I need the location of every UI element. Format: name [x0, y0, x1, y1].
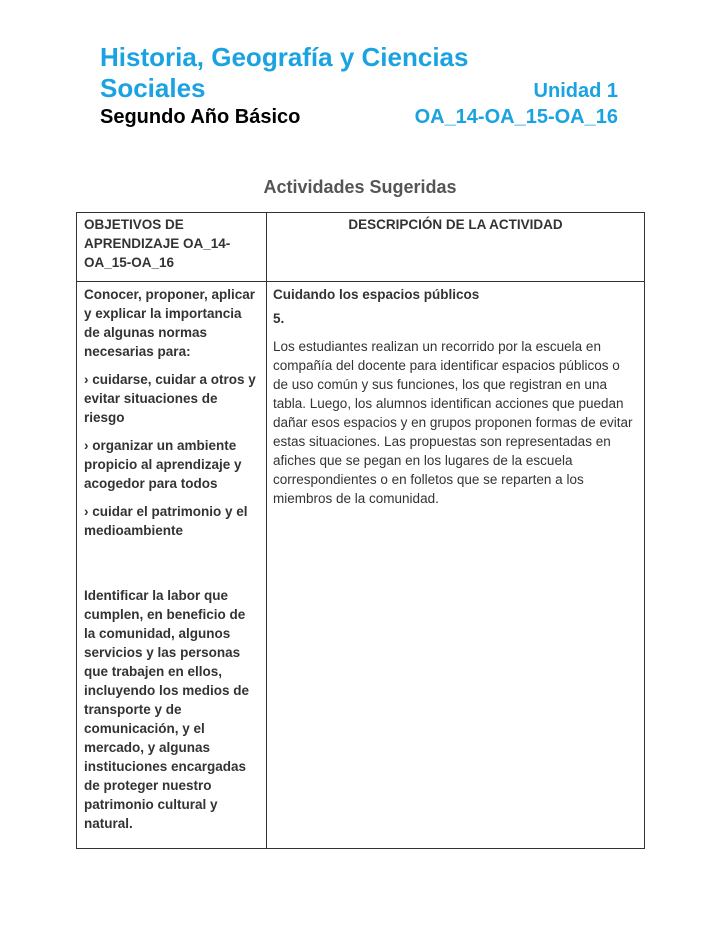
- activity-title: Cuidando los espacios públicos: [273, 287, 480, 302]
- grade-row: [100, 106, 618, 129]
- subject-unit-row: [100, 73, 618, 104]
- objective-item: › cuidar el patrimonio y el medioambiente: [84, 504, 248, 538]
- subject-title-line1: Historia, Geografía y Ciencias: [100, 42, 469, 72]
- table-header-row: [77, 213, 645, 282]
- activity-description: Los estudiantes realizan un recorrido por la escuela en compañía del docente para identificar espacios públicos o de uso común y sus funciones, los que registran en una tabla. Luego, los alumnos identifican acciones que puedan dañar esos espacios y en grupos proponen formas de evitar estas situaciones. Las propuestas son representadas en afiches que se pegan en los lugares de la escuela correspondientes o en folletos que se reparten a los miembros de la comunidad.: [273, 339, 633, 506]
- activity-table: [76, 212, 645, 849]
- objectives-cell: [77, 282, 267, 849]
- oa-code-label: OA_14-OA_15-OA_16: [414, 106, 618, 128]
- subject-title-line2: Sociales: [100, 73, 206, 103]
- activity-number: 5.: [273, 311, 285, 326]
- activity-cell: [267, 282, 645, 849]
- objective-second: Identificar la labor que cumplen, en beneficio de la comunidad, algunos servicios y las personas que trabajen en ellos, incluyendo los medios de transporte y de comunicación, y el mercado, y algunas instituciones encargadas de proteger nuestro patrimonio cultural y natural.: [84, 588, 250, 831]
- objective-intro: Conocer, proponer, aplicar y explicar la importancia de algunas normas necesarias para:: [84, 287, 256, 359]
- grade-label: Segundo Año Básico: [100, 106, 301, 128]
- objective-item: › cuidarse, cuidar a otros y evitar situaciones de riesgo: [84, 372, 256, 425]
- section-title: Actividades Sugeridas: [263, 177, 457, 197]
- description-header: DESCRIPCIÓN DE LA ACTIVIDAD: [267, 213, 645, 282]
- objectives-header: OBJETIVOS DE APRENDIZAJE OA_14-OA_15-OA_16: [77, 213, 267, 282]
- objective-item: › organizar un ambiente propicio al aprendizaje y acogedor para todos: [84, 438, 242, 491]
- unit-label: Unidad 1: [533, 80, 618, 102]
- table-body-row: [77, 282, 645, 849]
- document-header: [100, 42, 618, 129]
